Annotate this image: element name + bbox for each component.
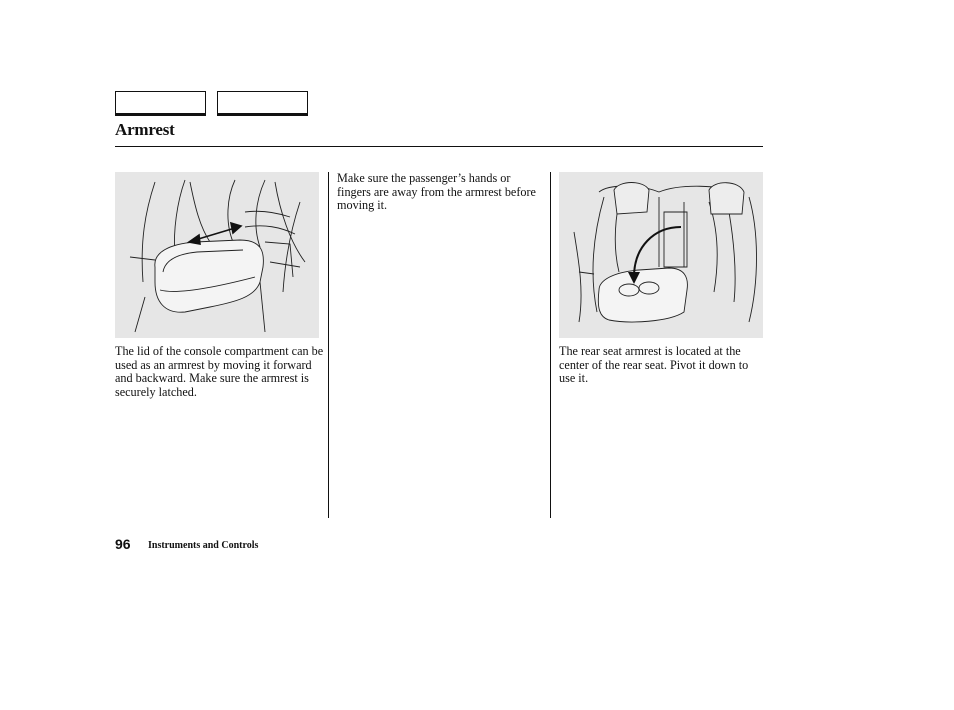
column-divider-right bbox=[550, 172, 551, 518]
rear-armrest-description: The rear seat armrest is located at the center of the rear seat. Pivot it down to use it. bbox=[559, 344, 749, 385]
rear-seat-armrest-illustration bbox=[559, 172, 763, 338]
armrest-caution-note: Make sure the passenger’s hands or fingers are away from the armrest before moving it. bbox=[337, 171, 536, 212]
section-tab-2 bbox=[217, 91, 308, 116]
rear-seat-armrest-icon bbox=[559, 172, 763, 338]
page-number: 96 bbox=[115, 536, 131, 552]
title-divider bbox=[115, 146, 763, 147]
column-divider-left bbox=[328, 172, 329, 518]
front-console-armrest-illustration bbox=[115, 172, 319, 338]
section-name: Instruments and Controls bbox=[148, 540, 259, 551]
page-title: Armrest bbox=[115, 120, 175, 139]
section-tab-1 bbox=[115, 91, 206, 116]
console-armrest-description: The lid of the console compartment can be used as an armrest by moving it forward and backward. Make sure the armrest is securely latched. bbox=[115, 344, 324, 399]
front-console-armrest-icon bbox=[115, 172, 319, 338]
